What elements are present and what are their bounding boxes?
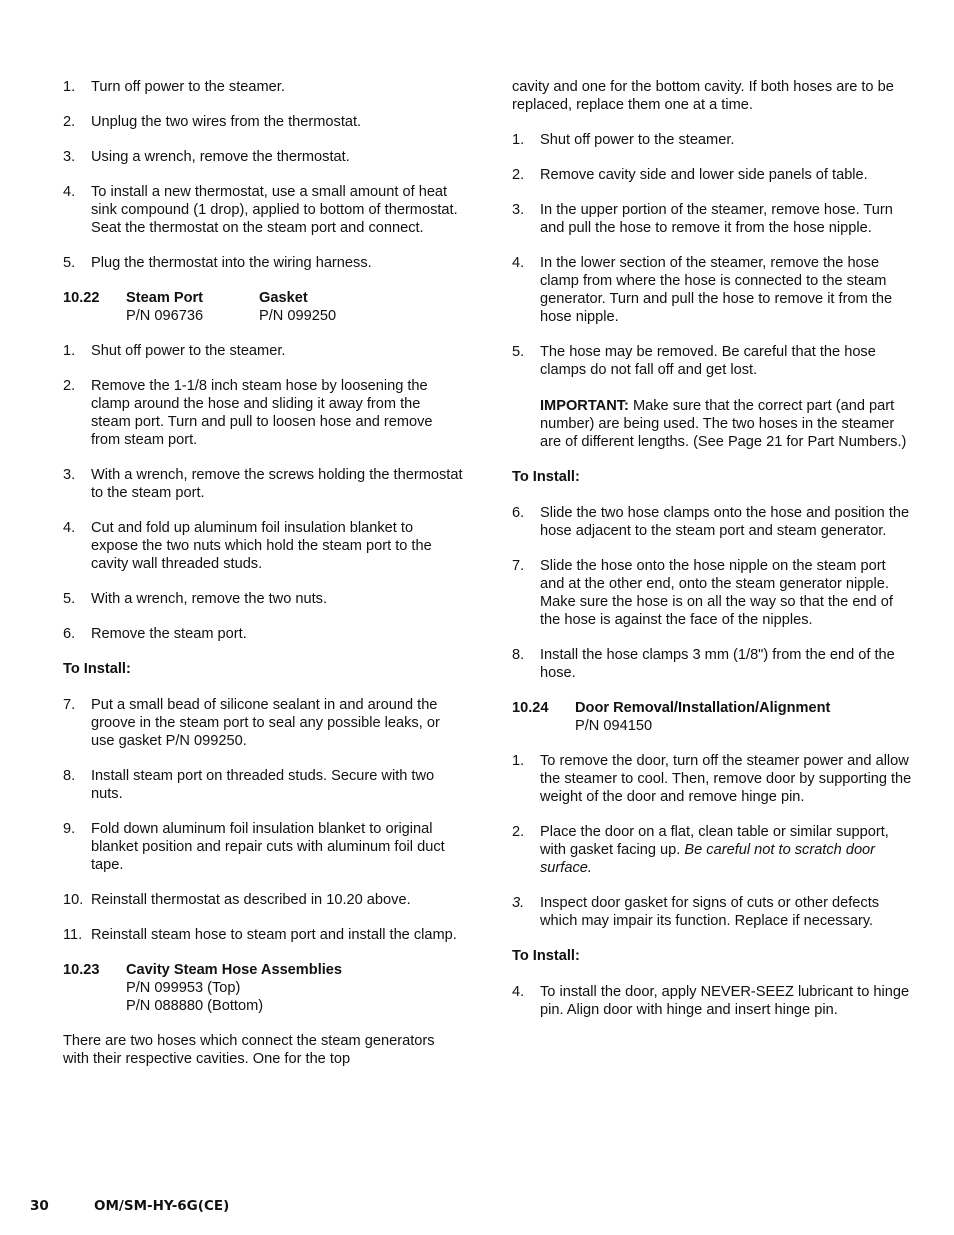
item-number: 4.	[512, 255, 525, 271]
item-number: 9.	[63, 821, 76, 837]
part-number: P/N 099953 (Top)	[126, 980, 241, 996]
list-item	[63, 519, 463, 573]
item-text: The hose may be removed. Be careful that the hose clamps do not fall off and get lost.	[540, 344, 876, 378]
item-number: 10.	[63, 892, 84, 908]
item-text: In the upper portion of the steamer, remove hose. Turn and pull the hose to remove it from the hose nipple.	[540, 202, 893, 236]
important-note	[540, 397, 912, 451]
to-install-label: To Install:	[512, 469, 580, 485]
list-item	[63, 377, 463, 449]
list-item	[63, 148, 463, 166]
item-number: 2.	[63, 114, 76, 130]
item-text: Install steam port on threaded studs. Secure with two nuts.	[91, 768, 435, 802]
page-footer	[30, 1197, 229, 1215]
item-text: Cut and fold up aluminum foil insulation blanket to expose the two nuts which hold the steam port to the cavity wall threaded studs.	[91, 520, 432, 572]
item-text: Using a wrench, remove the thermostat.	[91, 149, 350, 165]
list-item	[63, 820, 463, 874]
item-number: 1.	[512, 753, 525, 769]
list-item	[63, 78, 463, 96]
gasket-title: Gasket	[259, 290, 308, 306]
section-number: 10.24	[512, 700, 549, 716]
item-text: Put a small bead of silicone sealant in and around the groove in the steam port to seal any possible leaks, or use gasket P/N 099250.	[91, 697, 440, 749]
item-text: With a wrench, remove the two nuts.	[91, 591, 328, 607]
list-item	[63, 696, 463, 750]
list-item	[63, 183, 463, 237]
item-number: 1.	[63, 343, 76, 359]
important-text: Make sure that the correct part (and part number) are being used. The two hoses in the steamer are of different lengths. (See Page 21 for Part Numbers.)	[540, 398, 907, 450]
list-item	[512, 823, 912, 877]
gasket-block	[259, 289, 336, 325]
list-item	[512, 201, 912, 237]
item-text: Slide the hose onto the hose nipple on the steam port and at the other end, onto the steam generator nipple. Make sure the hose is on all the way so that the end of the hose is against the face of the nipples.	[540, 558, 893, 628]
list-item	[63, 926, 463, 944]
list-item	[63, 625, 463, 643]
list-item	[512, 166, 912, 184]
item-text: Inspect door gasket for signs of cuts or other defects which may impair its function. Replace if necessary.	[540, 895, 880, 929]
item-number: 5.	[63, 255, 76, 271]
list-item	[63, 342, 463, 360]
item-number: 3.	[63, 467, 76, 483]
continued-paragraph: cavity and one for the bottom cavity. If both hoses are to be replaced, replace them one at a time.	[512, 79, 894, 113]
item-number: 1.	[63, 79, 76, 95]
left-column	[63, 78, 463, 1085]
section-title: Steam Port	[126, 290, 204, 306]
item-number: 8.	[63, 768, 76, 784]
gasket-part-number: P/N 099250	[259, 308, 337, 324]
list-item	[512, 131, 912, 149]
list-item	[512, 894, 912, 930]
section-title: Door Removal/Installation/Alignment	[575, 700, 831, 716]
item-text: Unplug the two wires from the thermostat.	[91, 114, 362, 130]
item-number: 4.	[63, 184, 76, 200]
part-number: P/N 096736	[126, 308, 204, 324]
section-heading-10-22	[63, 289, 463, 325]
item-text: Install the hose clamps 3 mm (1/8") from the end of the hose.	[540, 647, 895, 681]
list-item	[512, 646, 912, 682]
section-number: 10.22	[63, 290, 100, 306]
item-text: To remove the door, turn off the steamer power and allow the steamer to cool. Then, remove door by supporting the weight of the door and remove hinge pin.	[540, 753, 912, 805]
item-number: 3.	[512, 895, 525, 911]
part-number: P/N 088880 (Bottom)	[126, 998, 264, 1014]
section-heading-10-23	[63, 961, 463, 1015]
section-number: 10.23	[63, 962, 100, 978]
item-text: Remove cavity side and lower side panels of table.	[540, 167, 868, 183]
item-text: Slide the two hose clamps onto the hose and position the hose adjacent to the steam port and steam generator.	[540, 505, 910, 539]
list-item	[63, 254, 463, 272]
right-column	[512, 78, 912, 1036]
to-install-label: To Install:	[512, 948, 580, 964]
item-text-caution: Be careful not to scratch door surface.	[540, 842, 876, 876]
item-text: Remove the 1-1/8 inch steam hose by loosening the clamp around the hose and sliding it away from the steam port. Turn and pull to loosen hose and remove from steam port.	[91, 378, 433, 448]
list-item	[512, 504, 912, 540]
document-code: OM/SM-HY-6G(CE)	[94, 1198, 230, 1214]
section-intro-paragraph: There are two hoses which connect the steam generators with their respective cavities. One for the top	[63, 1033, 435, 1067]
item-text: Remove the steam port.	[91, 626, 247, 642]
item-number: 3.	[63, 149, 76, 165]
list-item	[512, 752, 912, 806]
list-item	[63, 891, 463, 909]
list-item	[63, 590, 463, 608]
list-item	[512, 343, 912, 451]
item-text: Plug the thermostat into the wiring harness.	[91, 255, 372, 271]
item-number: 7.	[63, 697, 76, 713]
item-number: 11.	[63, 927, 83, 943]
section-title: Cavity Steam Hose Assemblies	[126, 962, 343, 978]
item-text: Reinstall steam hose to steam port and install the clamp.	[91, 927, 457, 943]
section-heading-10-24	[512, 699, 912, 735]
to-install-label: To Install:	[63, 661, 131, 677]
item-number: 6.	[63, 626, 76, 642]
item-text: Reinstall thermostat as described in 10.20 above.	[91, 892, 411, 908]
item-number: 3.	[512, 202, 525, 218]
part-number: P/N 094150	[575, 718, 653, 734]
list-item	[512, 983, 912, 1019]
page-number: 30	[30, 1198, 49, 1214]
item-text: To install a new thermostat, use a small amount of heat sink compound (1 drop), applied to bottom of thermostat. Seat the thermostat on the steam port and connect.	[91, 184, 458, 236]
item-text: Fold down aluminum foil insulation blanket to original blanket position and repair cuts with aluminum foil duct tape.	[91, 821, 445, 873]
item-text	[540, 823, 912, 877]
item-text: Shut off power to the steamer.	[91, 343, 286, 359]
item-number: 5.	[512, 344, 525, 360]
item-text: To install the door, apply NEVER-SEEZ lubricant to hinge pin. Align door with hinge and insert hinge pin.	[540, 984, 910, 1018]
item-number: 4.	[512, 984, 525, 1000]
list-item	[63, 113, 463, 131]
item-text-normal: Place the door on a flat, clean table or similar support, with gasket facing up.	[540, 824, 889, 858]
item-number: 6.	[512, 505, 525, 521]
item-text: With a wrench, remove the screws holding the thermostat to the steam port.	[91, 467, 463, 501]
item-number: 2.	[63, 378, 76, 394]
item-number: 2.	[512, 167, 525, 183]
item-text: Shut off power to the steamer.	[540, 132, 735, 148]
item-number: 2.	[512, 824, 525, 840]
item-number: 8.	[512, 647, 525, 663]
list-item	[63, 767, 463, 803]
important-label: IMPORTANT:	[540, 398, 629, 414]
item-number: 5.	[63, 591, 76, 607]
item-number: 7.	[512, 558, 525, 574]
item-text: Turn off power to the steamer.	[91, 79, 285, 95]
list-item	[512, 254, 912, 326]
item-number: 4.	[63, 520, 76, 536]
item-number: 1.	[512, 132, 525, 148]
item-text: In the lower section of the steamer, remove the hose clamp from where the hose is connected to the steam generator. Turn and pull the hose to remove it from the hose nipple.	[540, 255, 893, 325]
list-item	[512, 557, 912, 629]
list-item	[63, 466, 463, 502]
